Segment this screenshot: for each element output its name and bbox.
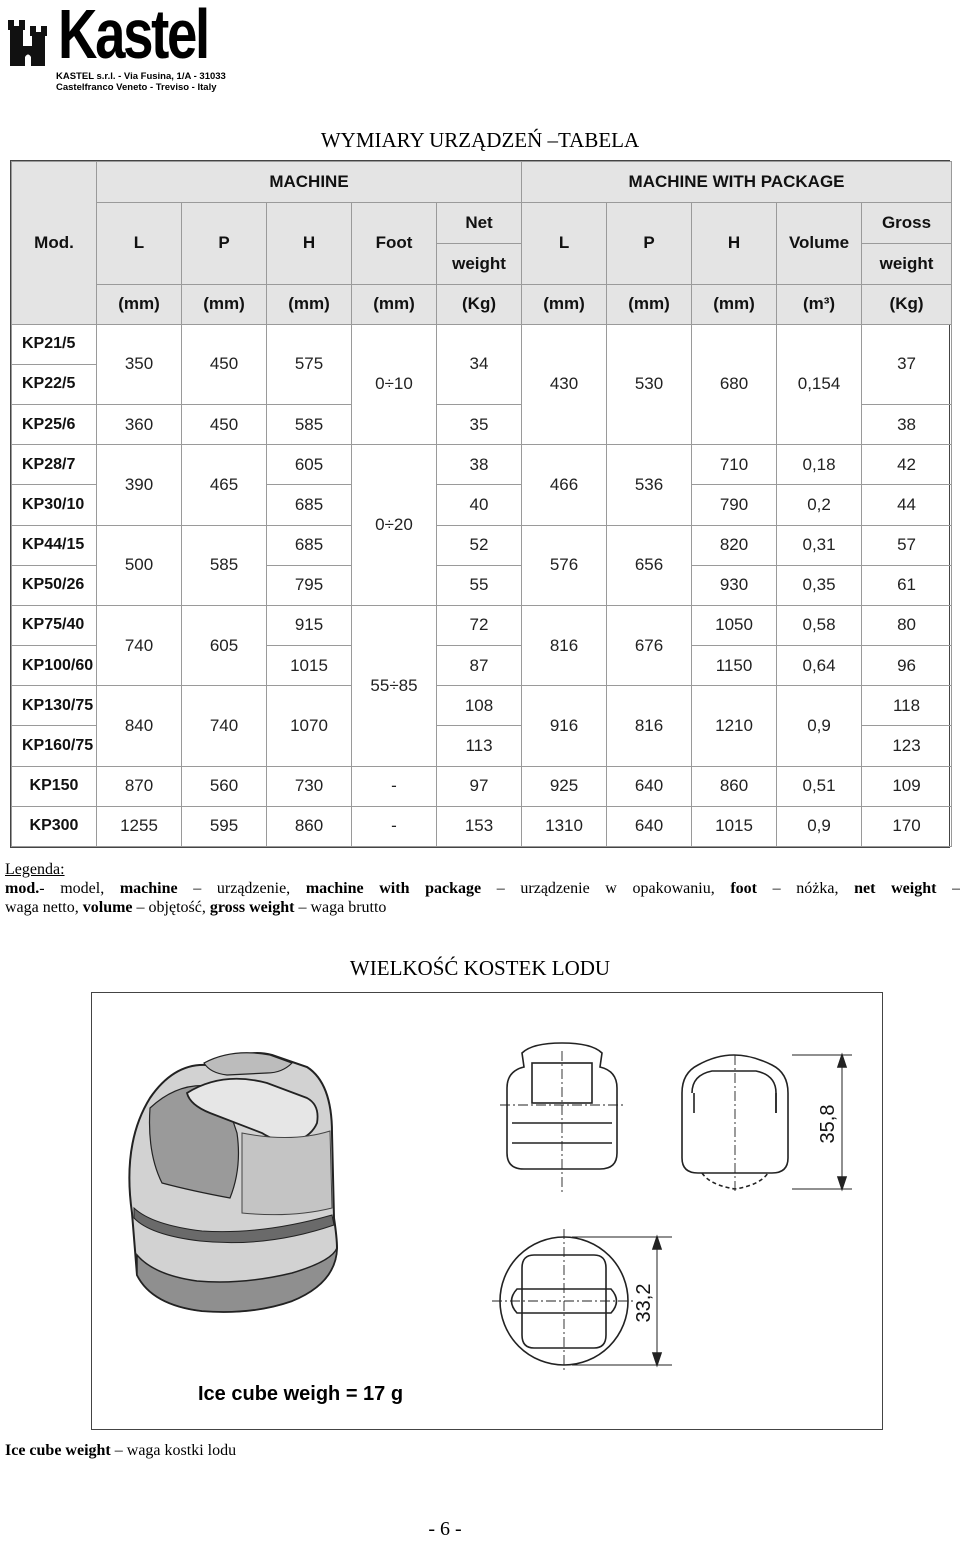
width-dimension-label: 33,2 (633, 1283, 655, 1323)
table-cell: 0,64 (777, 646, 862, 686)
table-cell: 740 (97, 605, 182, 685)
table-cell: 360 (97, 405, 182, 445)
legend-text: – waga brutto (298, 899, 387, 916)
table-cell: 840 (97, 686, 182, 766)
table-cell: 1050 (692, 605, 777, 645)
model-cell: KP100/60 (12, 646, 97, 686)
table-cell: 0,154 (777, 324, 862, 445)
legend-text: - model, (39, 880, 105, 897)
section-title: WIELKOŚĆ KOSTEK LODU (349, 956, 611, 980)
table-cell: 1015 (692, 806, 777, 846)
table-cell: 87 (437, 646, 522, 686)
page-title: WYMIARY URZĄDZEŃ –TABELA (320, 128, 640, 152)
table-cell: 820 (692, 525, 777, 565)
table-cell: - (352, 766, 437, 806)
header-pkg-P: P (607, 203, 692, 284)
table-cell: 685 (267, 485, 352, 525)
ice-cube-illustration (92, 993, 883, 1430)
header-P: P (182, 203, 267, 284)
page-number: - 6 - (428, 1518, 462, 1540)
table-cell: 605 (182, 605, 267, 685)
header-net: Net (437, 203, 522, 244)
unit-pkg-L: (mm) (522, 284, 607, 324)
height-dimension-label: 35,8 (817, 1104, 839, 1144)
kastel-logo (4, 0, 226, 94)
legend-line-1 (5, 879, 960, 898)
table-cell: 676 (607, 605, 692, 685)
table-cell: 585 (267, 405, 352, 445)
model-cell: KP21/5 (12, 324, 97, 364)
table-cell: 0,58 (777, 605, 862, 645)
table-cell: 1070 (267, 686, 352, 766)
table-cell: 38 (437, 445, 522, 485)
package-group-header: MACHINE WITH PACKAGE (522, 162, 952, 203)
brand-name: Kastel (58, 0, 208, 73)
table-cell: 500 (97, 525, 182, 605)
table-cell: 605 (267, 445, 352, 485)
table-cell: 1015 (267, 646, 352, 686)
table-cell: 0,2 (777, 485, 862, 525)
legend-text: – urządzenie, (193, 880, 291, 897)
ice-cube-front-view (500, 1043, 624, 1193)
table-cell: 816 (607, 686, 692, 766)
dimensions-table (10, 160, 950, 848)
unit-pkg-P: (mm) (607, 284, 692, 324)
table-cell: 123 (862, 726, 952, 766)
table-cell: 80 (862, 605, 952, 645)
legend-key: foot (730, 880, 757, 897)
header-volume: Volume (777, 203, 862, 284)
model-cell: KP30/10 (12, 485, 97, 525)
table-cell: 55 (437, 565, 522, 605)
table-cell: 38 (862, 405, 952, 445)
table-cell: 170 (862, 806, 952, 846)
table-cell: 560 (182, 766, 267, 806)
legend-key: machine (119, 880, 178, 897)
table-cell: 34 (437, 324, 522, 404)
legend-key: volume (82, 899, 133, 916)
table-cell: 153 (437, 806, 522, 846)
cube-weight-caption: Ice cube weigh = 17 g (198, 1383, 404, 1405)
address-line-1: KASTEL s.r.l. - Via Fusina, 1/A - 31033 (56, 71, 226, 82)
table-cell: 656 (607, 525, 692, 605)
table-cell: 640 (607, 806, 692, 846)
table-cell: 530 (607, 324, 692, 445)
table-cell: 790 (692, 485, 777, 525)
model-cell: KP75/40 (12, 605, 97, 645)
table-cell: 108 (437, 686, 522, 726)
table-cell: 40 (437, 485, 522, 525)
table-cell: 870 (97, 766, 182, 806)
table-cell: - (352, 806, 437, 846)
unit-P: (mm) (182, 284, 267, 324)
header-gross-weight: weight (862, 244, 952, 284)
table-cell: 640 (607, 766, 692, 806)
table-cell: 450 (182, 405, 267, 445)
unit-L: (mm) (97, 284, 182, 324)
model-cell: KP160/75 (12, 726, 97, 766)
header-gross: Gross (862, 203, 952, 244)
legend-key: net weight (854, 880, 937, 897)
legend-key: machine with package (305, 880, 482, 897)
unit-volume: (m³) (777, 284, 862, 324)
table-cell: 0÷20 (352, 445, 437, 606)
model-cell: KP25/6 (12, 405, 97, 445)
table-cell: 118 (862, 686, 952, 726)
table-cell: 685 (267, 525, 352, 565)
model-cell: KP28/7 (12, 445, 97, 485)
table-cell: 576 (522, 525, 607, 605)
legend-text: – (952, 880, 960, 897)
table-cell: 61 (862, 565, 952, 605)
model-cell: KP130/75 (12, 686, 97, 726)
table-cell: 795 (267, 565, 352, 605)
footer-term: Ice cube weight (5, 1442, 111, 1459)
unit-pkg-H: (mm) (692, 284, 777, 324)
unit-H: (mm) (267, 284, 352, 324)
table-cell: 1255 (97, 806, 182, 846)
model-cell: KP150 (12, 766, 97, 806)
legend-key: gross weight (209, 899, 295, 916)
table-cell: 465 (182, 445, 267, 525)
table-cell: 0,9 (777, 806, 862, 846)
header-pkg-H: H (692, 203, 777, 284)
model-header: Mod. (12, 162, 97, 325)
unit-net: (Kg) (437, 284, 522, 324)
machine-group-header: MACHINE (97, 162, 522, 203)
table-cell: 536 (607, 445, 692, 525)
table-cell: 35 (437, 405, 522, 445)
table-cell: 466 (522, 445, 607, 525)
table-cell: 97 (437, 766, 522, 806)
legend (5, 860, 960, 917)
table-cell: 595 (182, 806, 267, 846)
ice-cube-3d-view (129, 1053, 337, 1312)
table-cell: 57 (862, 525, 952, 565)
table-cell: 730 (267, 766, 352, 806)
table-cell: 350 (97, 324, 182, 404)
unit-gross: (Kg) (862, 284, 952, 324)
table-cell: 55÷85 (352, 605, 437, 766)
table-cell: 109 (862, 766, 952, 806)
table-cell: 0,35 (777, 565, 862, 605)
table-cell: 0,31 (777, 525, 862, 565)
table-cell: 0,18 (777, 445, 862, 485)
table-cell: 1150 (692, 646, 777, 686)
table-cell: 860 (692, 766, 777, 806)
table-cell: 710 (692, 445, 777, 485)
footer-note (5, 1442, 236, 1460)
table-cell: 930 (692, 565, 777, 605)
table-cell: 430 (522, 324, 607, 445)
legend-key: mod. (5, 880, 40, 897)
table-cell: 680 (692, 324, 777, 445)
header-net-weight: weight (437, 244, 522, 284)
table-cell: 575 (267, 324, 352, 404)
unit-foot: (mm) (352, 284, 437, 324)
legend-line-2 (5, 898, 960, 917)
table-cell: 1310 (522, 806, 607, 846)
table-cell: 0÷10 (352, 324, 437, 445)
table-cell: 860 (267, 806, 352, 846)
address-line-2: Castelfranco Veneto - Treviso - Italy (56, 82, 217, 93)
legend-text: – nóżka, (772, 880, 839, 897)
table-cell: 72 (437, 605, 522, 645)
table-cell: 816 (522, 605, 607, 685)
table-cell: 113 (437, 726, 522, 766)
table-cell: 96 (862, 646, 952, 686)
table-cell: 915 (267, 605, 352, 645)
legend-title: Legenda: (5, 861, 65, 878)
model-cell: KP50/26 (12, 565, 97, 605)
legend-text: waga netto, (5, 899, 79, 916)
table-cell: 52 (437, 525, 522, 565)
table-cell: 42 (862, 445, 952, 485)
table-cell: 0,51 (777, 766, 862, 806)
table-cell: 0,9 (777, 686, 862, 766)
table-cell: 44 (862, 485, 952, 525)
header-pkg-L: L (522, 203, 607, 284)
legend-text: – urządzenie w opakowaniu, (496, 880, 715, 897)
header-H: H (267, 203, 352, 284)
header-L: L (97, 203, 182, 284)
table-cell: 450 (182, 324, 267, 404)
footer-text: – waga kostki lodu (114, 1442, 237, 1459)
table-cell: 1210 (692, 686, 777, 766)
ice-cube-drawing (91, 992, 883, 1430)
castle-icon (4, 16, 56, 76)
model-cell: KP44/15 (12, 525, 97, 565)
model-cell: KP22/5 (12, 364, 97, 404)
table-cell: 390 (97, 445, 182, 525)
header-foot: Foot (352, 203, 437, 284)
model-cell: KP300 (12, 806, 97, 846)
table-cell: 740 (182, 686, 267, 766)
table-cell: 585 (182, 525, 267, 605)
legend-text: – objętość, (136, 899, 206, 916)
table-cell: 37 (862, 324, 952, 404)
table-cell: 916 (522, 686, 607, 766)
table-cell: 925 (522, 766, 607, 806)
